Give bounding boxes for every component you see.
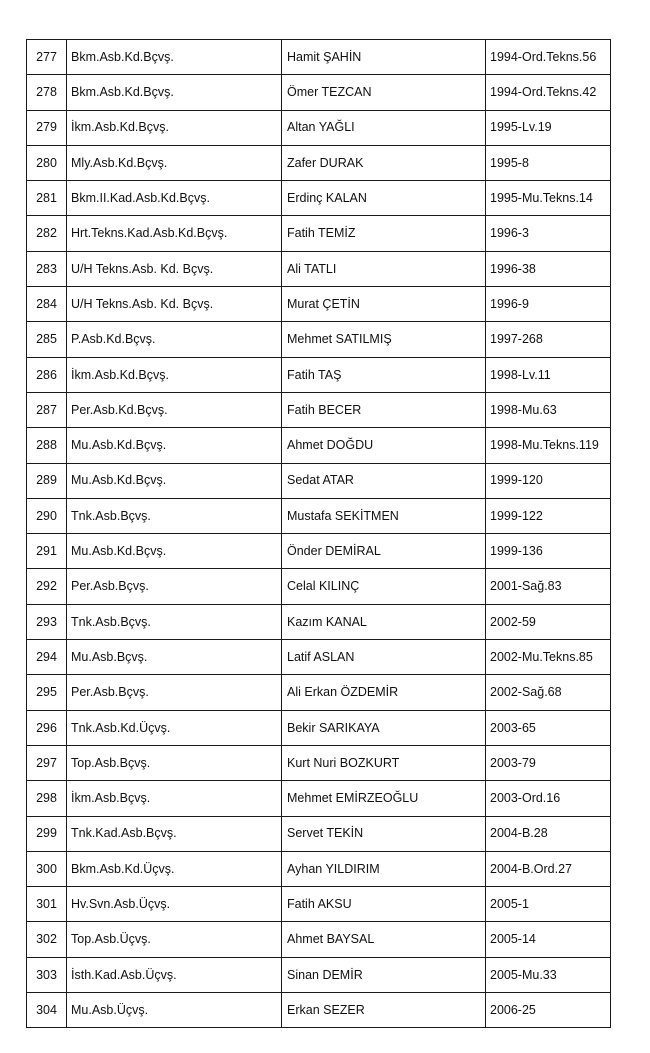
rank-cell: Hrt.Tekns.Kad.Asb.Kd.Bçvş. (67, 216, 282, 251)
name-cell: Sedat ATAR (282, 463, 486, 498)
code-cell: 2005-Mu.33 (486, 957, 611, 992)
table-row (27, 428, 611, 463)
table-row (27, 851, 611, 886)
rank-cell: Tnk.Asb.Bçvş. (67, 498, 282, 533)
name-cell: Kazım KANAL (282, 604, 486, 639)
table-row (27, 181, 611, 216)
code-cell: 1999-136 (486, 534, 611, 569)
table-row (27, 392, 611, 427)
name-cell: Mustafa SEKİTMEN (282, 498, 486, 533)
table-row (27, 745, 611, 780)
rank-cell: İkm.Asb.Kd.Bçvş. (67, 357, 282, 392)
name-cell: Servet TEKİN (282, 816, 486, 851)
row-number: 290 (27, 498, 67, 533)
rank-cell: Tnk.Kad.Asb.Bçvş. (67, 816, 282, 851)
row-number: 283 (27, 251, 67, 286)
rank-cell: Tnk.Asb.Bçvş. (67, 604, 282, 639)
code-cell: 1994-Ord.Tekns.42 (486, 75, 611, 110)
name-cell: Bekir SARIKAYA (282, 710, 486, 745)
row-number: 299 (27, 816, 67, 851)
code-cell: 1995-8 (486, 145, 611, 180)
name-cell: Önder DEMİRAL (282, 534, 486, 569)
code-cell: 2003-Ord.16 (486, 781, 611, 816)
row-number: 303 (27, 957, 67, 992)
rank-cell: P.Asb.Kd.Bçvş. (67, 322, 282, 357)
rank-cell: U/H Tekns.Asb. Kd. Bçvş. (67, 287, 282, 322)
table-row (27, 287, 611, 322)
name-cell: Mehmet EMİRZEOĞLU (282, 781, 486, 816)
row-number: 281 (27, 181, 67, 216)
name-cell: Fatih TEMİZ (282, 216, 486, 251)
rank-cell: Top.Asb.Üçvş. (67, 922, 282, 957)
code-cell: 1998-Mu.Tekns.119 (486, 428, 611, 463)
row-number: 292 (27, 569, 67, 604)
table-row (27, 710, 611, 745)
rank-cell: İsth.Kad.Asb.Üçvş. (67, 957, 282, 992)
rank-cell: Tnk.Asb.Kd.Üçvş. (67, 710, 282, 745)
name-cell: Kurt Nuri BOZKURT (282, 745, 486, 780)
name-cell: Altan YAĞLI (282, 110, 486, 145)
row-number: 285 (27, 322, 67, 357)
rank-cell: Top.Asb.Bçvş. (67, 745, 282, 780)
rank-cell: Bkm.II.Kad.Asb.Kd.Bçvş. (67, 181, 282, 216)
table-row (27, 75, 611, 110)
row-number: 301 (27, 887, 67, 922)
code-cell: 1998-Lv.11 (486, 357, 611, 392)
name-cell: Murat ÇETİN (282, 287, 486, 322)
table-row (27, 887, 611, 922)
table-row (27, 993, 611, 1028)
name-cell: Zafer DURAK (282, 145, 486, 180)
table-row (27, 816, 611, 851)
name-cell: Ayhan YILDIRIM (282, 851, 486, 886)
code-cell: 2004-B.Ord.27 (486, 851, 611, 886)
code-cell: 1996-9 (486, 287, 611, 322)
rank-cell: Bkm.Asb.Kd.Bçvş. (67, 40, 282, 75)
row-number: 280 (27, 145, 67, 180)
table-row (27, 781, 611, 816)
row-number: 286 (27, 357, 67, 392)
rank-cell: Mly.Asb.Kd.Bçvş. (67, 145, 282, 180)
code-cell: 1998-Mu.63 (486, 392, 611, 427)
code-cell: 1995-Lv.19 (486, 110, 611, 145)
code-cell: 2003-65 (486, 710, 611, 745)
code-cell: 2002-59 (486, 604, 611, 639)
row-number: 289 (27, 463, 67, 498)
row-number: 297 (27, 745, 67, 780)
name-cell: Fatih AKSU (282, 887, 486, 922)
name-cell: Hamit ŞAHİN (282, 40, 486, 75)
rank-cell: Mu.Asb.Kd.Bçvş. (67, 534, 282, 569)
table-row (27, 675, 611, 710)
table-row (27, 216, 611, 251)
code-cell: 1995-Mu.Tekns.14 (486, 181, 611, 216)
table-row (27, 251, 611, 286)
rank-cell: U/H Tekns.Asb. Kd. Bçvş. (67, 251, 282, 286)
code-cell: 2005-14 (486, 922, 611, 957)
table-row (27, 922, 611, 957)
document-page (26, 39, 610, 1028)
table-row (27, 604, 611, 639)
name-cell: Ömer TEZCAN (282, 75, 486, 110)
row-number: 287 (27, 392, 67, 427)
table-row (27, 498, 611, 533)
code-cell: 1994-Ord.Tekns.56 (486, 40, 611, 75)
rank-cell: İkm.Asb.Bçvş. (67, 781, 282, 816)
row-number: 279 (27, 110, 67, 145)
name-cell: Latif ASLAN (282, 640, 486, 675)
row-number: 291 (27, 534, 67, 569)
name-cell: Mehmet SATILMIŞ (282, 322, 486, 357)
row-number: 288 (27, 428, 67, 463)
row-number: 304 (27, 993, 67, 1028)
name-cell: Ali Erkan ÖZDEMİR (282, 675, 486, 710)
rank-cell: Mu.Asb.Kd.Bçvş. (67, 428, 282, 463)
rank-cell: Hv.Svn.Asb.Üçvş. (67, 887, 282, 922)
code-cell: 1999-122 (486, 498, 611, 533)
name-cell: Ahmet DOĞDU (282, 428, 486, 463)
table-row (27, 110, 611, 145)
row-number: 296 (27, 710, 67, 745)
table-row (27, 534, 611, 569)
row-number: 298 (27, 781, 67, 816)
personnel-table (26, 39, 611, 1028)
table-row (27, 357, 611, 392)
code-cell: 1997-268 (486, 322, 611, 357)
rank-cell: Per.Asb.Bçvş. (67, 675, 282, 710)
row-number: 300 (27, 851, 67, 886)
code-cell: 1999-120 (486, 463, 611, 498)
code-cell: 1996-38 (486, 251, 611, 286)
row-number: 284 (27, 287, 67, 322)
table-row (27, 322, 611, 357)
code-cell: 2001-Sağ.83 (486, 569, 611, 604)
code-cell: 2003-79 (486, 745, 611, 780)
table-row (27, 463, 611, 498)
table-row (27, 569, 611, 604)
table-row (27, 145, 611, 180)
name-cell: Erdinç KALAN (282, 181, 486, 216)
name-cell: Sinan DEMİR (282, 957, 486, 992)
table-row (27, 957, 611, 992)
name-cell: Fatih BECER (282, 392, 486, 427)
rank-cell: Bkm.Asb.Kd.Bçvş. (67, 75, 282, 110)
rank-cell: Bkm.Asb.Kd.Üçvş. (67, 851, 282, 886)
row-number: 278 (27, 75, 67, 110)
rank-cell: Per.Asb.Bçvş. (67, 569, 282, 604)
code-cell: 2005-1 (486, 887, 611, 922)
rank-cell: Mu.Asb.Üçvş. (67, 993, 282, 1028)
row-number: 294 (27, 640, 67, 675)
name-cell: Ali TATLI (282, 251, 486, 286)
name-cell: Ahmet BAYSAL (282, 922, 486, 957)
row-number: 302 (27, 922, 67, 957)
name-cell: Erkan SEZER (282, 993, 486, 1028)
rank-cell: Per.Asb.Kd.Bçvş. (67, 392, 282, 427)
code-cell: 2006-25 (486, 993, 611, 1028)
code-cell: 2002-Sağ.68 (486, 675, 611, 710)
code-cell: 2002-Mu.Tekns.85 (486, 640, 611, 675)
table-row (27, 40, 611, 75)
row-number: 293 (27, 604, 67, 639)
rank-cell: İkm.Asb.Kd.Bçvş. (67, 110, 282, 145)
name-cell: Fatih TAŞ (282, 357, 486, 392)
code-cell: 2004-B.28 (486, 816, 611, 851)
row-number: 295 (27, 675, 67, 710)
table-row (27, 640, 611, 675)
row-number: 282 (27, 216, 67, 251)
code-cell: 1996-3 (486, 216, 611, 251)
row-number: 277 (27, 40, 67, 75)
rank-cell: Mu.Asb.Bçvş. (67, 640, 282, 675)
name-cell: Celal KILINÇ (282, 569, 486, 604)
rank-cell: Mu.Asb.Kd.Bçvş. (67, 463, 282, 498)
